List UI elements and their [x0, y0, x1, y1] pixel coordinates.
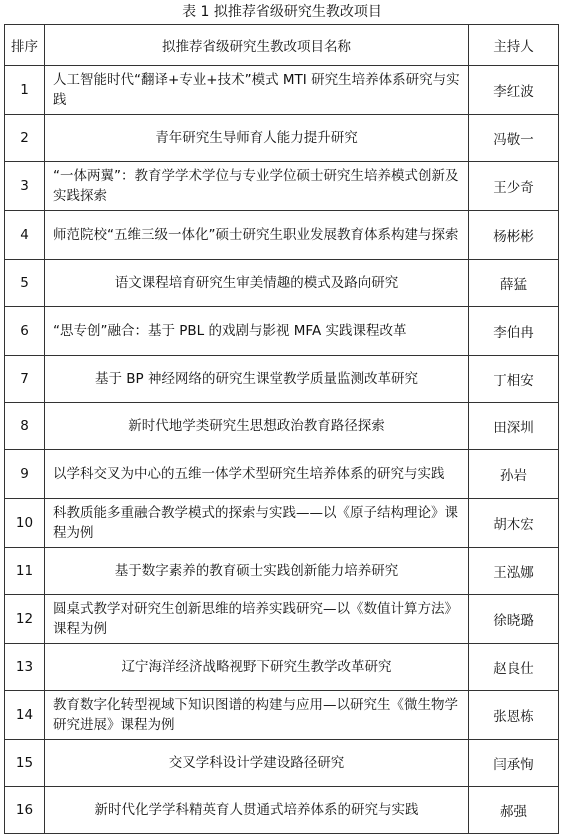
- row-host: 闫承恂: [469, 740, 559, 787]
- table-caption: 表 1 拟推荐省级研究生教改项目: [182, 4, 382, 20]
- row-project-name: 语文课程培育研究生审美情趣的模式及路向研究: [45, 260, 469, 307]
- row-project-name: 科教质能多重融合教学模式的探索与实践——以《原子结构理论》课程为例: [45, 499, 469, 548]
- row-host: 李伯冉: [469, 307, 559, 356]
- table-row: [5, 211, 559, 260]
- row-host: 郝强: [469, 787, 559, 834]
- row-index: 10: [5, 499, 45, 548]
- table-row: [5, 403, 559, 450]
- row-host: 薛猛: [469, 260, 559, 307]
- row-index: 6: [5, 307, 45, 356]
- table-row: [5, 499, 559, 548]
- table-row: [5, 595, 559, 644]
- table-row: [5, 740, 559, 787]
- row-project-name: 新时代化学学科精英育人贯通式培养体系的研究与实践: [45, 787, 469, 834]
- row-host: 王泓娜: [469, 548, 559, 595]
- row-project-name: 辽宁海洋经济战略视野下研究生教学改革研究: [45, 644, 469, 691]
- row-host: 徐晓璐: [469, 595, 559, 644]
- row-index: 12: [5, 595, 45, 644]
- row-index: 4: [5, 211, 45, 260]
- row-project-name: 人工智能时代“翻译+专业+技术”模式 MTI 研究生培养体系研究与实践: [45, 66, 469, 115]
- row-project-name: 师范院校“五维三级一体化”硕士研究生职业发展教育体系构建与探索: [45, 211, 469, 260]
- row-index: 16: [5, 787, 45, 834]
- row-host: 田深圳: [469, 403, 559, 450]
- header-name: 拟推荐省级研究生教改项目名称: [45, 25, 469, 66]
- table-row: [5, 260, 559, 307]
- row-host: 张恩栋: [469, 691, 559, 740]
- table-row: [5, 66, 559, 115]
- table-row: [5, 548, 559, 595]
- row-project-name: 以学科交叉为中心的五维一体学术型研究生培养体系的研究与实践: [45, 450, 469, 499]
- row-host: 王少奇: [469, 162, 559, 211]
- row-project-name: 教育数字化转型视域下知识图谱的构建与应用—以研究生《微生物学研究进展》课程为例: [45, 691, 469, 740]
- table-row: [5, 115, 559, 162]
- table-row: [5, 787, 559, 834]
- row-index: 9: [5, 450, 45, 499]
- row-host: 丁相安: [469, 356, 559, 403]
- row-project-name: 圆桌式教学对研究生创新思维的培养实践研究—以《数值计算方法》课程为例: [45, 595, 469, 644]
- table-row: [5, 450, 559, 499]
- table-row: [5, 307, 559, 356]
- row-host: 胡木宏: [469, 499, 559, 548]
- row-project-name: 基于 BP 神经网络的研究生课堂教学质量监测改革研究: [45, 356, 469, 403]
- row-project-name: “一体两翼”：教育学学术学位与专业学位硕士研究生培养模式创新及实践探索: [45, 162, 469, 211]
- row-project-name: 新时代地学类研究生思想政治教育路径探索: [45, 403, 469, 450]
- row-project-name: “思专创”融合：基于 PBL 的戏剧与影视 MFA 实践课程改革: [45, 307, 469, 356]
- row-index: 5: [5, 260, 45, 307]
- table-header-row: [5, 25, 559, 66]
- row-host: 孙岩: [469, 450, 559, 499]
- row-index: 13: [5, 644, 45, 691]
- header-host: 主持人: [469, 25, 559, 66]
- row-index: 15: [5, 740, 45, 787]
- row-index: 14: [5, 691, 45, 740]
- row-index: 7: [5, 356, 45, 403]
- row-host: 冯敬一: [469, 115, 559, 162]
- table-row: [5, 691, 559, 740]
- row-host: 杨彬彬: [469, 211, 559, 260]
- row-index: 3: [5, 162, 45, 211]
- header-index: 排序: [5, 25, 45, 66]
- row-index: 2: [5, 115, 45, 162]
- row-index: 1: [5, 66, 45, 115]
- row-host: 李红波: [469, 66, 559, 115]
- row-project-name: 青年研究生导师育人能力提升研究: [45, 115, 469, 162]
- projects-table: [4, 24, 559, 834]
- row-project-name: 交叉学科设计学建设路径研究: [45, 740, 469, 787]
- row-index: 11: [5, 548, 45, 595]
- row-index: 8: [5, 403, 45, 450]
- table-row: [5, 162, 559, 211]
- table-row: [5, 644, 559, 691]
- row-host: 赵良仕: [469, 644, 559, 691]
- table-row: [5, 356, 559, 403]
- row-project-name: 基于数字素养的教育硕士实践创新能力培养研究: [45, 548, 469, 595]
